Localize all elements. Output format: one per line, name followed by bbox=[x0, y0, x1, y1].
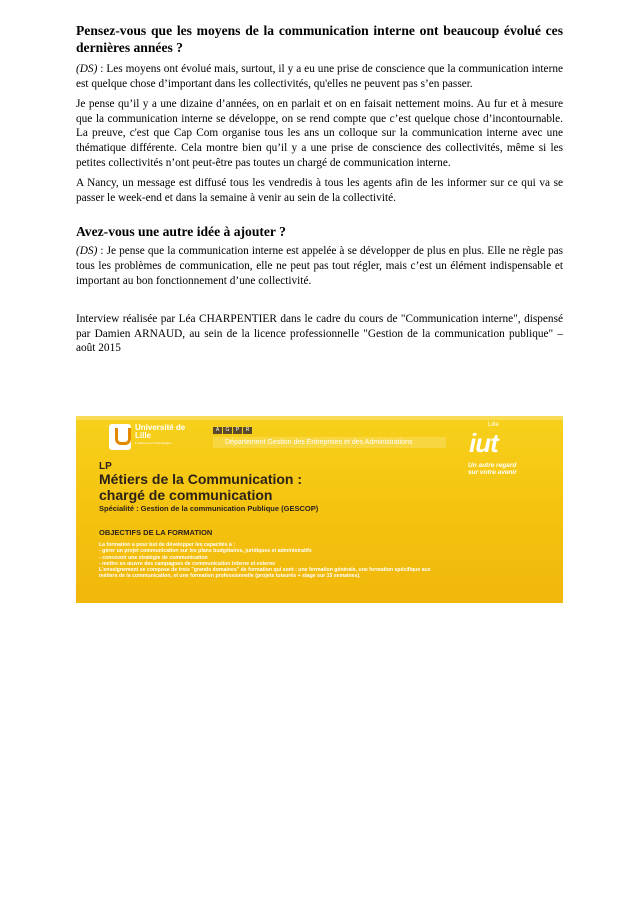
program-title bbox=[99, 472, 302, 503]
iut-logo bbox=[454, 416, 563, 494]
objectives-list bbox=[99, 542, 559, 580]
speciality-label: Spécialité : Gestion de la communication Publique (GESCOP) bbox=[99, 504, 319, 513]
question-heading-2: Avez-vous une autre idée à ajouter ? bbox=[76, 224, 286, 240]
iut-tagline bbox=[468, 462, 517, 476]
objectives-line: - mettre en œuvre des campagnes de communication interne et externe bbox=[99, 560, 276, 567]
badge: G bbox=[223, 427, 232, 434]
university-logo-icon bbox=[109, 424, 131, 450]
lp-label: LP bbox=[99, 461, 112, 472]
program-title-line-1: Métiers de la Communication : bbox=[99, 471, 303, 487]
speaker-tag: (DS) bbox=[76, 63, 98, 75]
program-title-line-2: chargé de communication bbox=[99, 486, 273, 503]
university-name: Université de Lille bbox=[135, 423, 186, 440]
university-logo bbox=[109, 424, 199, 450]
badge: A bbox=[213, 427, 222, 434]
department-label: Département Gestion des Entreprises et des Administrations bbox=[213, 437, 446, 448]
answer-paragraph-3: A Nancy, un message est diffusé tous les vendredis à tous les agents afin de les informer sur ce qui va se passer le week-end et dans la semaine à venir au sein de la collectivité. bbox=[76, 177, 563, 204]
answer-paragraph-1 bbox=[76, 62, 563, 91]
objectives-heading: OBJECTIFS DE LA FORMATION bbox=[99, 528, 213, 537]
badge: P bbox=[233, 427, 242, 434]
objectives-line: - gérer un projet communication sur les plans budgétaires, juridiques et administratifs bbox=[99, 548, 312, 555]
objectives-line: La formation a pour but de développer les capacités à : bbox=[99, 542, 236, 548]
badge: R bbox=[243, 427, 252, 434]
answer-text: : Je pense que la communication interne est appelée à se développer de plus en plus. Elle ne règle pas tous les problèmes de communication, elle ne peut pas tout régler, mais c’est un élément indispensable et important au bon fonctionnement d’une collectivité. bbox=[76, 245, 563, 287]
interview-credit: Interview réalisée par Léa CHARPENTIER dans le cadre du cours de "Communication interne", dispensé par Damien ARNAUD, au sein de la licence professionnelle "Gestion de la communication publique" – août 2015 bbox=[76, 313, 563, 355]
objectives-line: - concevoir une stratégie de communication bbox=[99, 554, 208, 561]
speaker-tag: (DS) bbox=[76, 245, 98, 258]
answer-text: : Les moyens ont évolué mais, surtout, il y a eu une prise de conscience que la communication interne est quelque chose d’important dans les collectivités, qu'elles ne peuvent pas s’en passer. bbox=[76, 63, 563, 90]
iut-tagline-1: Un autre regard bbox=[468, 462, 517, 469]
university-subtitle: 1 Sciences et Technologies bbox=[135, 441, 172, 445]
iut-wordmark: iut bbox=[469, 428, 498, 458]
iut-city: Lille bbox=[488, 422, 499, 428]
answer-paragraph-2: Je pense qu’il y a une dizaine d’années, on en parlait et on en faisait nettement moins. Au fur et à mesure que la communication interne se développe, on se rend compte que c’est quelque chose d’incontournable. La preuve, c'est que Cap Com organise tous les ans un colloque sur la communication interne avec une thématique différente. Cela montre bien qu’il y a une prise de conscience des collectivités, même si les petites collectivités n’ont peut-être pas toutes un chargé de communication interne. bbox=[76, 98, 563, 169]
answer-paragraph-4 bbox=[76, 244, 563, 288]
objectives-line: métiers de la communication, et une formation professionnelle (projets tuteurés + stage sur 15 semaines). bbox=[99, 573, 361, 580]
objectives-line: L'enseignement se compose de trois "grands domaines" de formation qui sont : une formation générale, une formation spécifique aux bbox=[99, 567, 431, 574]
document-body bbox=[76, 22, 563, 356]
iut-tagline-2: sur votre avenir bbox=[468, 469, 517, 476]
question-heading-1: Pensez-vous que les moyens de la communication interne ont beaucoup évolué ces dernières années ? bbox=[76, 23, 563, 55]
program-banner bbox=[76, 416, 563, 603]
